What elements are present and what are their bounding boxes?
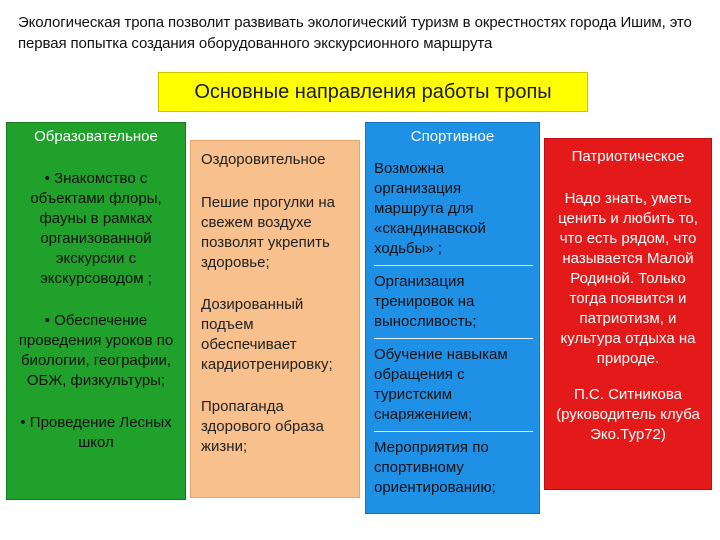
- column-sport-body: [374, 157, 533, 504]
- health-item: Пропаганда здорового образа жизни;: [201, 398, 324, 455]
- column-educational-title: Образовательное: [34, 128, 158, 145]
- health-item: Пешие прогулки на свежем воздухе позволят укрепить здоровье;: [201, 194, 335, 271]
- patriotic-signature: П.С. Ситникова (руководитель клуба Эко.Тур72): [556, 386, 700, 443]
- section-banner: Основные направления работы тропы: [158, 72, 588, 112]
- sport-item: Возможна организация маршрута для «скандинавской ходьбы» ;: [374, 160, 486, 257]
- health-item: Дозированный подъем обеспечивает кардиотренировку;: [201, 296, 333, 373]
- patriotic-text: Надо знать, уметь ценить и любить то, что есть рядом, что называется Малой Родиной. Только тогда появится и патриотизм, и культура отдыха на природе.: [558, 190, 698, 367]
- sport-item: Обучение навыкам обращения с туристским снаряжением;: [374, 338, 533, 431]
- column-patriotic: [544, 138, 712, 490]
- intro-text: Экологическая тропа позволит развивать экологический туризм в окрестностях города Ишим, это первая попытка создания оборудованного экскурсионного маршрута: [18, 14, 692, 52]
- educational-item: • Знакомство с объектами флоры, фауны в рамках организованной экскурсии с экскурсоводом ;: [30, 170, 162, 287]
- column-patriotic-title: Патриотическое: [571, 148, 685, 165]
- educational-item: • Обеспечение проведения уроков по биологии, географии, ОБЖ, физкультуры;: [18, 312, 174, 389]
- column-health-body: [201, 193, 353, 479]
- sport-item: Организация тренировок на выносливость;: [374, 265, 533, 338]
- educational-item: • Проведение Лесных школ: [20, 414, 172, 451]
- sport-item: Мероприятия по спортивному ориентированию;: [374, 431, 533, 504]
- column-educational-body: [7, 169, 185, 475]
- column-sport: [365, 122, 540, 514]
- column-health-title: Оздоровительное: [201, 151, 326, 168]
- column-educational: [6, 122, 186, 500]
- column-patriotic-body: [551, 189, 705, 445]
- column-health: [190, 140, 360, 498]
- column-sport-title: Спортивное: [410, 128, 495, 145]
